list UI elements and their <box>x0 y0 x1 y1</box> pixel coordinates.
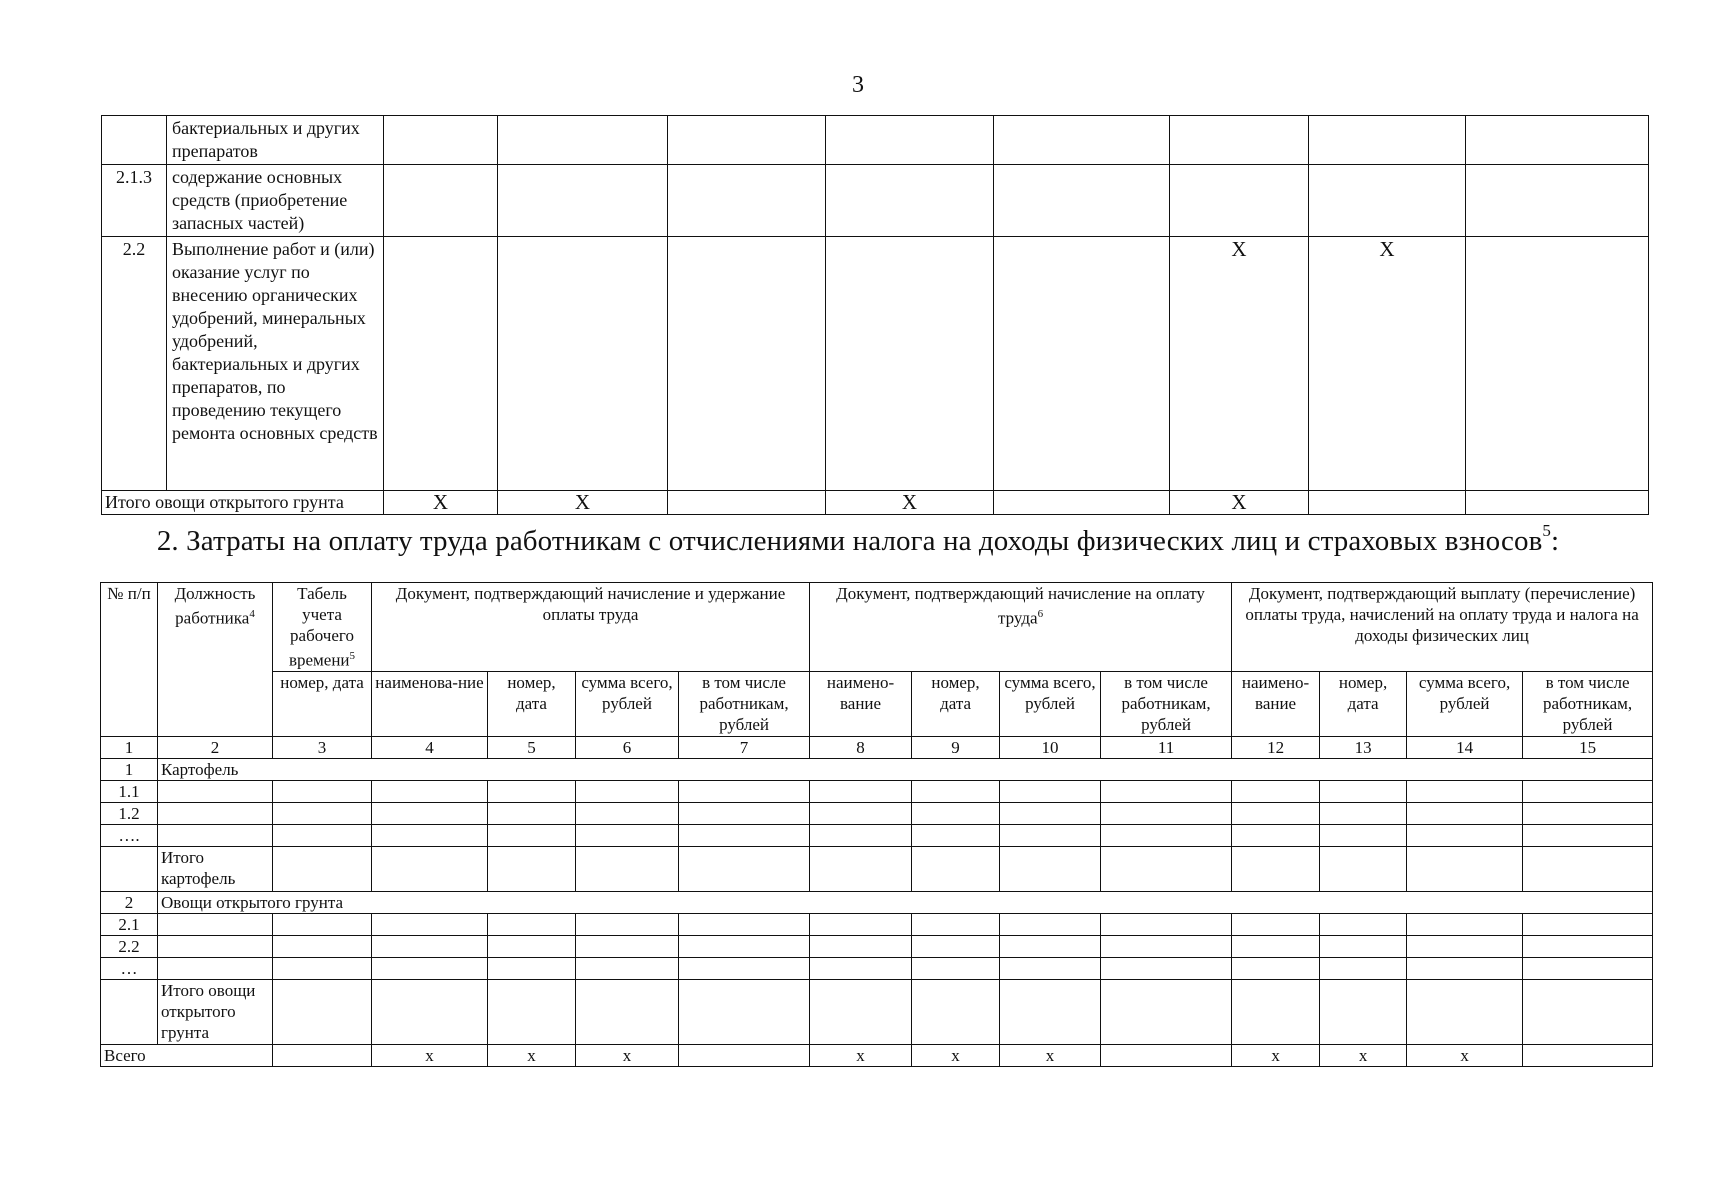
subheader-cell: сумма всего, рублей <box>1407 672 1523 737</box>
table-cell <box>1523 1045 1653 1067</box>
x-mark: Х <box>1170 491 1309 515</box>
table-cell <box>498 237 668 491</box>
subheader-cell: в том числе работникам, рублей <box>1523 672 1653 737</box>
subheader-cell: номер, дата <box>273 672 372 737</box>
costs-table-continued <box>101 115 1649 515</box>
table-row <box>101 781 1653 803</box>
subheader-cell: наимено-вание <box>1232 672 1320 737</box>
table-cell <box>826 165 994 237</box>
table-cell <box>668 165 826 237</box>
x-mark: х <box>1232 1045 1320 1067</box>
category-label: Овощи открытого грунта <box>158 892 1653 914</box>
table-cell <box>994 165 1170 237</box>
row-number: 2.2 <box>101 936 158 958</box>
subtotal-row <box>101 847 1653 892</box>
x-mark: х <box>1320 1045 1407 1067</box>
x-mark: х <box>1000 1045 1101 1067</box>
header-timesheet-text: Табель учета рабочего времени <box>288 584 354 670</box>
row-number <box>102 116 167 165</box>
x-mark: х <box>810 1045 912 1067</box>
table-cell <box>1170 116 1309 165</box>
section-title <box>0 521 1716 558</box>
grand-total-label: Всего <box>101 1045 273 1067</box>
table-cell <box>668 237 826 491</box>
column-number: 10 <box>1000 737 1101 759</box>
subheader-cell: сумма всего, рублей <box>1000 672 1101 737</box>
table-cell <box>384 116 498 165</box>
table-row <box>101 958 1653 980</box>
table-row <box>101 914 1653 936</box>
column-number: 9 <box>912 737 1000 759</box>
column-number: 3 <box>273 737 372 759</box>
table-cell <box>1466 237 1649 491</box>
x-mark: Х <box>1309 237 1466 491</box>
section-title-text: 2. Затраты на оплату труда работникам с отчислениями налога на доходы физических лиц и страховых взносов <box>156 525 1543 557</box>
table-cell <box>1466 165 1649 237</box>
subtotal-row <box>101 980 1653 1045</box>
section-title-colon: : <box>1550 525 1560 557</box>
column-number: 7 <box>679 737 810 759</box>
x-mark: х <box>372 1045 488 1067</box>
header-num: № п/п <box>101 583 158 737</box>
column-number: 8 <box>810 737 912 759</box>
row-number: 2.1 <box>101 914 158 936</box>
x-mark: х <box>1407 1045 1523 1067</box>
header-timesheet <box>273 583 372 672</box>
labor-costs-table <box>100 582 1653 1067</box>
subheader-cell: в том числе работникам, рублей <box>1101 672 1232 737</box>
table-cell <box>498 165 668 237</box>
row-number: 1 <box>101 759 158 781</box>
table-cell <box>668 116 826 165</box>
column-number: 5 <box>488 737 576 759</box>
x-mark: Х <box>826 491 994 515</box>
x-mark: х <box>488 1045 576 1067</box>
table-cell <box>384 165 498 237</box>
category-label: Картофель <box>158 759 1653 781</box>
table-cell <box>668 491 826 515</box>
row-number: 1.2 <box>101 803 158 825</box>
header-group-payment-doc: Документ, подтверждающий выплату (перечисление) оплаты труда, начислений на оплату труда и налога на доходы физических лиц <box>1232 583 1653 672</box>
row-number: 2.1.3 <box>102 165 167 237</box>
header-group-accrual-doc: Документ, подтверждающий начисление и удержание оплаты труда <box>372 583 810 672</box>
column-number: 6 <box>576 737 679 759</box>
row-label: Выполнение работ и (или) оказание услуг по внесению органических удобрений, минеральных удобрений, бактериальных и других препаратов, по проведению текущего ремонта основных средств <box>167 237 384 491</box>
subheader-cell: наименова-ние <box>372 672 488 737</box>
footnote-ref: 5 <box>349 650 356 662</box>
total-row <box>102 491 1649 515</box>
subtotal-label: Итого овощи открытого грунта <box>158 980 273 1045</box>
row-number: … <box>101 958 158 980</box>
column-number: 2 <box>158 737 273 759</box>
grand-total-row <box>101 1045 1653 1067</box>
table-cell <box>826 116 994 165</box>
header-group-charges-text: Документ, подтверждающий начисление на оплату труда <box>836 584 1205 628</box>
x-mark: х <box>576 1045 679 1067</box>
table-cell <box>273 1045 372 1067</box>
table-cell <box>498 116 668 165</box>
table-cell <box>1309 491 1466 515</box>
row-number: 2 <box>101 892 158 914</box>
row-label: бактериальных и других препаратов <box>167 116 384 165</box>
table-row <box>101 803 1653 825</box>
header-row <box>101 583 1653 672</box>
table-row <box>102 237 1649 491</box>
subheader-cell: наимено-вание <box>810 672 912 737</box>
table-cell <box>994 491 1170 515</box>
subheader-cell: номер, дата <box>912 672 1000 737</box>
column-number: 14 <box>1407 737 1523 759</box>
table-cell <box>994 116 1170 165</box>
table-cell <box>1309 116 1466 165</box>
x-mark: Х <box>1170 237 1309 491</box>
row-number: 1.1 <box>101 781 158 803</box>
x-mark: Х <box>498 491 668 515</box>
column-number: 15 <box>1523 737 1653 759</box>
column-number: 12 <box>1232 737 1320 759</box>
column-number: 11 <box>1101 737 1232 759</box>
table-row <box>101 936 1653 958</box>
total-label: Итого овощи открытого грунта <box>102 491 384 515</box>
category-row <box>101 892 1653 914</box>
x-mark: х <box>912 1045 1000 1067</box>
subheader-cell: номер, дата <box>488 672 576 737</box>
row-label: содержание основных средств (приобретение запасных частей) <box>167 165 384 237</box>
subheader-cell: сумма всего, рублей <box>576 672 679 737</box>
column-number: 13 <box>1320 737 1407 759</box>
table-cell <box>1170 165 1309 237</box>
footnote-ref: 5 <box>1542 521 1551 540</box>
column-numbers-row <box>101 737 1653 759</box>
footnote-ref: 4 <box>249 608 255 620</box>
table-cell <box>1466 491 1649 515</box>
subheader-cell: в том числе работникам, рублей <box>679 672 810 737</box>
category-row <box>101 759 1653 781</box>
column-number: 1 <box>101 737 158 759</box>
row-number: 2.2 <box>102 237 167 491</box>
table-row <box>102 116 1649 165</box>
subtotal-label: Итого картофель <box>158 847 273 892</box>
header-group-charges-doc <box>810 583 1232 672</box>
table-row <box>101 825 1653 847</box>
table-cell <box>384 237 498 491</box>
subheader-cell: номер, дата <box>1320 672 1407 737</box>
table-cell <box>1309 165 1466 237</box>
row-number: …. <box>101 825 158 847</box>
header-position <box>158 583 273 737</box>
table-cell <box>1466 116 1649 165</box>
footnote-ref: 6 <box>1037 608 1044 620</box>
table-row <box>102 165 1649 237</box>
table-cell <box>679 1045 810 1067</box>
page-number: 3 <box>852 72 864 98</box>
header-position-text: Должность работника <box>174 584 256 628</box>
x-mark: Х <box>384 491 498 515</box>
table-cell <box>1101 1045 1232 1067</box>
table-cell <box>994 237 1170 491</box>
column-number: 4 <box>372 737 488 759</box>
table-cell <box>826 237 994 491</box>
subheader-row <box>101 672 1653 737</box>
